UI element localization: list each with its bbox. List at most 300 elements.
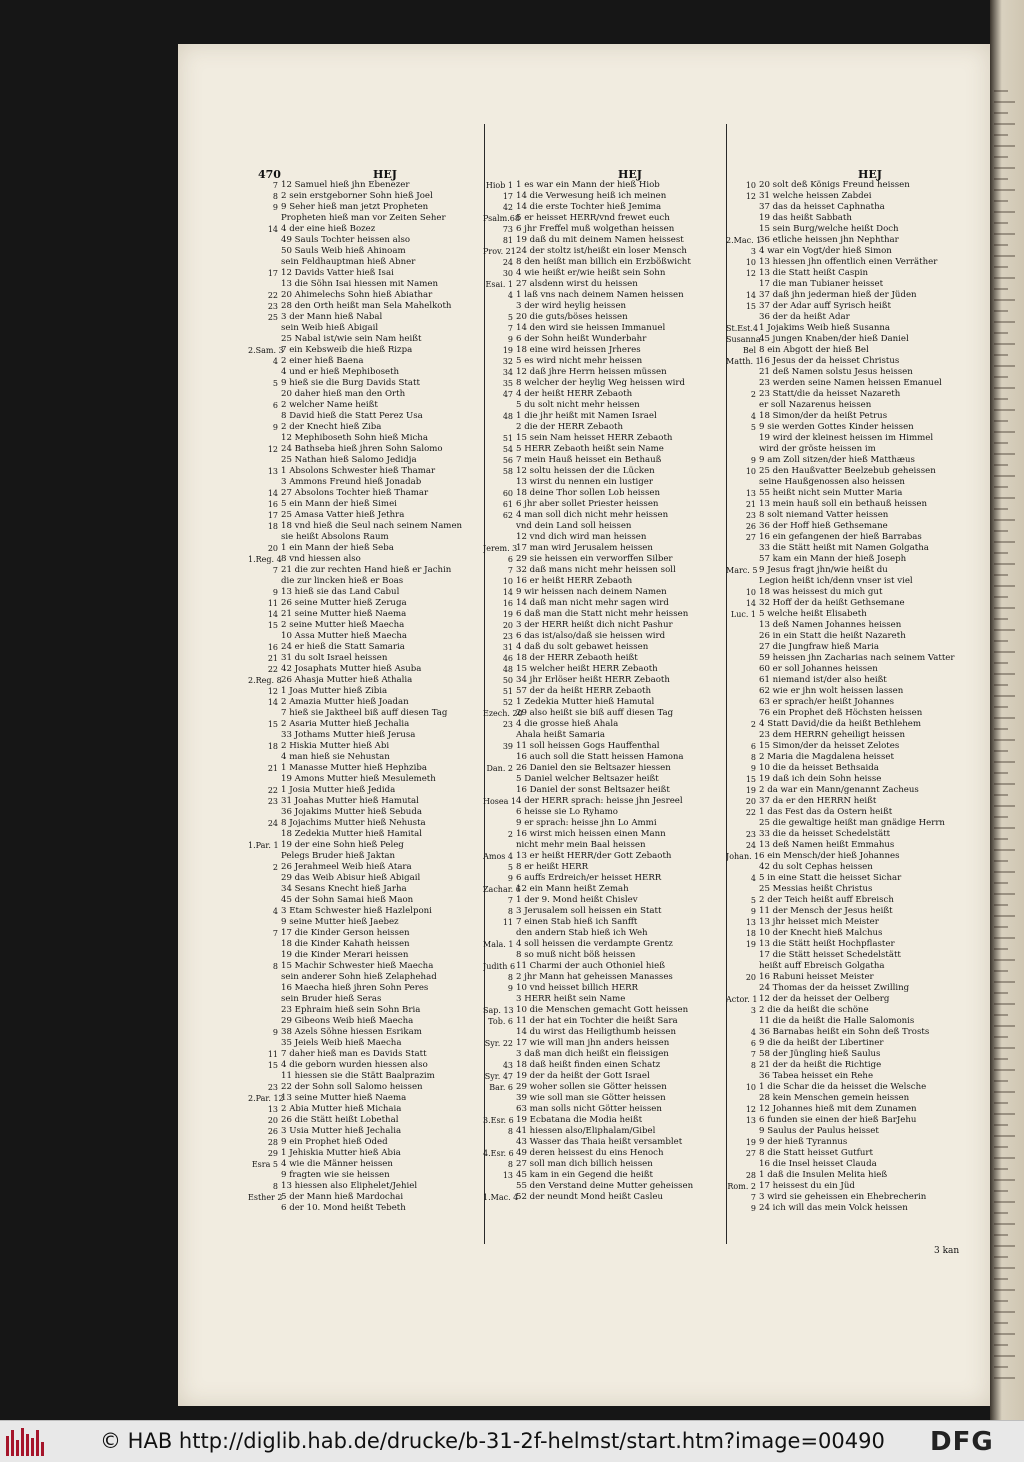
index-entry	[483, 378, 693, 389]
entry-reference: 46	[502, 654, 513, 663]
entry-reference: 51	[502, 687, 513, 696]
index-entry	[726, 1126, 955, 1137]
index-entry	[483, 290, 693, 301]
index-entry	[726, 202, 955, 213]
index-entry	[726, 180, 955, 191]
entry-text: 9 sie werden Gottes Kinder heissen	[759, 422, 914, 432]
index-entry	[248, 763, 462, 774]
entry-text: 17 heissest du ein Jüd	[759, 1181, 855, 1191]
index-entry	[726, 191, 955, 202]
entry-text: 12 der da heisset der Oelberg	[759, 994, 890, 1004]
entry-reference	[248, 1016, 281, 1027]
entry-text: 27 soll man dich billich heissen	[516, 1159, 653, 1169]
index-entry	[483, 191, 693, 202]
entry-text: 14 die Verwesung heiß ich meinen	[516, 191, 667, 201]
entry-text: 27 die Jungfraw hieß Maria	[759, 642, 879, 652]
entry-reference	[483, 1104, 516, 1115]
entry-reference: 7	[272, 181, 278, 190]
entry-reference	[248, 851, 281, 862]
entry-text: 21 seine Mutter hieß Naema	[281, 609, 407, 619]
index-entry	[726, 444, 955, 455]
entry-text: 3 wird sie geheissen ein Ehebrecherin	[759, 1192, 927, 1202]
entry-text: 23 dem HERRN geheiligt heissen	[759, 730, 906, 740]
entry-reference: 2	[750, 390, 756, 399]
index-entry	[248, 543, 462, 554]
entry-reference: 16	[267, 643, 278, 652]
entry-text: 12 vnd dich wird man heissen	[516, 532, 647, 542]
entry-reference: 12	[267, 687, 278, 696]
entry-reference	[248, 279, 281, 290]
index-entry	[483, 851, 693, 862]
entry-reference: 20	[267, 544, 278, 553]
entry-text: 26 Jerahmeel Weib hieß Atara	[281, 862, 412, 872]
entry-reference: 31	[502, 643, 513, 652]
entry-text: 12 Johannes hieß mit dem Zunamen	[759, 1104, 917, 1114]
entry-reference	[726, 1071, 759, 1082]
entry-text: 10 der Knecht hieß Malchus	[759, 928, 883, 938]
ghost-text-line	[994, 321, 1015, 323]
index-entry	[726, 1071, 955, 1082]
entry-text: 29 woher sollen sie Götter heissen	[516, 1082, 667, 1092]
entry-reference: 8	[507, 907, 513, 916]
index-entry	[483, 235, 693, 246]
entry-text: 55 den Verstand deine Mutter geheissen	[516, 1181, 694, 1191]
ghost-text-line	[994, 1223, 1015, 1225]
entry-reference	[726, 653, 759, 664]
index-entry	[483, 1115, 693, 1126]
entry-text: 9 fragten wie sie heissen	[281, 1170, 390, 1180]
entry-reference	[726, 1159, 759, 1170]
entry-text: 8 Jojachims Mutter hieß Nehusta	[281, 818, 426, 828]
entry-text: wird der gröste heissen im	[759, 444, 876, 454]
ghost-text-line	[994, 673, 1015, 675]
ghost-text-line	[994, 552, 1008, 554]
ghost-text-line	[994, 1322, 1008, 1324]
entry-reference: 23	[267, 1083, 278, 1092]
entry-text: 3 daß man dich heißt ein fleissigen	[516, 1049, 669, 1059]
logo-bar	[41, 1442, 44, 1456]
ghost-text-line	[994, 420, 1008, 422]
ghost-text-line	[994, 992, 1008, 994]
entry-text: 29 sie heissen ein verworffen Silber	[516, 554, 673, 564]
index-entry	[248, 840, 462, 851]
index-entry	[726, 807, 955, 818]
entry-text: 45 kam in ein Gegend die heißt	[516, 1170, 653, 1180]
entry-text: er soll Nazarenus heissen	[759, 400, 872, 410]
entry-text: 19 der eine Sohn hieß Peleg	[281, 840, 404, 850]
entry-reference: 16	[502, 599, 513, 608]
entry-reference: 6	[750, 742, 756, 751]
ghost-text-line	[994, 1179, 1015, 1181]
entry-text: 26 seine Mutter hieß Zeruga	[281, 598, 407, 608]
ghost-text-line	[994, 409, 1015, 411]
index-entry	[726, 356, 955, 367]
entry-text: 17 wie will man jhn anders heissen	[516, 1038, 670, 1048]
entry-text: 25 Nabal ist/wie sein Nam heißt	[281, 334, 422, 344]
index-entry	[483, 873, 693, 884]
entry-text: 34 Sesans Knecht hieß Jarha	[281, 884, 407, 894]
entry-text: 2 der Teich heißt auff Ebreisch	[759, 895, 894, 905]
ghost-text-line	[994, 926, 1008, 928]
index-entry	[483, 444, 693, 455]
index-entry	[248, 895, 462, 906]
entry-reference: 22	[267, 665, 278, 674]
entry-text: nicht mehr mein Baal heissen	[516, 840, 646, 850]
entry-reference	[483, 1093, 516, 1104]
ghost-text-line	[994, 1344, 1008, 1346]
entry-reference: 28	[267, 1138, 278, 1147]
entry-reference: 30	[502, 269, 513, 278]
index-entry	[483, 708, 693, 719]
entry-reference	[726, 862, 759, 873]
index-entry	[248, 323, 462, 334]
entry-text: 12 Mephiboseth Sohn hieß Micha	[281, 433, 428, 443]
entry-text: 19 wird der kleinest heissen im Himmel	[759, 433, 934, 443]
entry-text: 8 solt niemand Vatter heissen	[759, 510, 889, 520]
entry-reference	[726, 279, 759, 290]
entry-text: 49 deren heissest du eins Henoch	[516, 1148, 664, 1158]
ghost-text-line	[994, 1124, 1008, 1126]
entry-reference	[483, 1049, 516, 1060]
entry-reference	[726, 400, 759, 411]
entry-reference: 4	[750, 412, 756, 421]
index-entry	[726, 433, 955, 444]
entry-reference: 52	[502, 698, 513, 707]
ghost-text-line	[994, 1091, 1015, 1093]
index-entry	[248, 730, 462, 741]
index-entry	[726, 400, 955, 411]
entry-reference	[248, 939, 281, 950]
index-entry	[726, 686, 955, 697]
entry-text: 9 am Zoll sitzen/der hieß Matthæus	[759, 455, 915, 465]
ghost-text-line	[994, 1014, 1008, 1016]
entry-reference: 10	[745, 467, 756, 476]
copyright-url[interactable]: © HAB http://diglib.hab.de/drucke/b-31-2f-helmst/start.htm?image=00490	[100, 1429, 885, 1453]
entry-reference: 7	[272, 566, 278, 575]
entry-text: 61 niemand ist/der also heißt	[759, 675, 887, 685]
entry-reference	[726, 642, 759, 653]
ghost-text-line	[994, 805, 1015, 807]
entry-reference	[248, 708, 281, 719]
index-entry	[248, 290, 462, 301]
entry-text: 9 ein Prophet hieß Oded	[281, 1137, 388, 1147]
adjacent-page-edge	[990, 0, 1024, 1420]
entry-reference: 5	[750, 423, 756, 432]
index-entry	[726, 543, 955, 554]
entry-text: 1 der 9. Mond heißt Chislev	[516, 895, 638, 905]
entry-reference: 15	[745, 775, 756, 784]
ghost-text-line	[994, 871, 1015, 873]
index-entry	[248, 477, 462, 488]
entry-reference	[483, 950, 516, 961]
entry-reference	[726, 961, 759, 972]
ghost-text-line	[994, 255, 1015, 257]
entry-reference: 12	[745, 269, 756, 278]
index-entry	[483, 1049, 693, 1060]
entry-reference: 14	[267, 610, 278, 619]
entry-text: 28 den Orth heißt man Sela Mahelkoth	[281, 301, 452, 311]
entry-text: 27 Absolons Tochter hieß Thamar	[281, 488, 429, 498]
entry-reference	[726, 444, 759, 455]
entry-reference: 13	[267, 1105, 278, 1114]
index-entry	[726, 763, 955, 774]
entry-reference	[726, 543, 759, 554]
entry-text: 13 die Statt heißt Caspin	[759, 268, 869, 278]
entry-reference: Tob. 6	[488, 1017, 513, 1026]
index-entry	[483, 807, 693, 818]
entry-text: 19 Amons Mutter hieß Mesulemeth	[281, 774, 436, 784]
entry-text: 1 Absolons Schwester hieß Thamar	[281, 466, 436, 476]
ghost-text-line	[994, 442, 1008, 444]
entry-reference	[248, 829, 281, 840]
index-entry	[726, 620, 955, 631]
entry-text: 4 war ein Vogt/der hieß Simon	[759, 246, 892, 256]
index-entry	[726, 1027, 955, 1038]
index-entry	[483, 301, 693, 312]
ghost-text-line	[994, 1069, 1015, 1071]
entry-reference	[726, 554, 759, 565]
entry-reference: 51	[502, 434, 513, 443]
index-entry	[726, 862, 955, 873]
entry-reference: 25	[267, 313, 278, 322]
entry-text: sein Weib hieß Abigail	[281, 323, 379, 333]
index-entry	[248, 1005, 462, 1016]
index-entry	[483, 1082, 693, 1093]
entry-reference	[726, 708, 759, 719]
catchword: 3 kan	[934, 1246, 960, 1256]
index-entry	[483, 576, 693, 587]
index-entry	[726, 246, 955, 257]
entry-reference: 9	[272, 1028, 278, 1037]
entry-text: 1 Zedekia Mutter hieß Hamutal	[516, 697, 655, 707]
entry-reference: 18	[745, 929, 756, 938]
entry-text: die zur lincken hieß er Boas	[281, 576, 404, 586]
entry-text: 10 die Menschen gemacht Gott heissen	[516, 1005, 689, 1015]
index-entry	[483, 928, 693, 939]
logo-bar	[21, 1428, 24, 1456]
entry-reference	[248, 774, 281, 785]
entry-reference: 35	[502, 379, 513, 388]
entry-text: 1 laß vns nach deinem Namen heissen	[516, 290, 684, 300]
index-entry	[248, 1071, 462, 1082]
index-entry	[726, 730, 955, 741]
entry-reference	[726, 477, 759, 488]
entry-reference	[483, 807, 516, 818]
entry-reference: 4	[750, 1028, 756, 1037]
entry-reference	[248, 1038, 281, 1049]
entry-text: 29 Gibeons Weib hieß Maecha	[281, 1016, 414, 1026]
entry-reference	[726, 312, 759, 323]
index-entry	[726, 664, 955, 675]
index-entry	[483, 389, 693, 400]
entry-text: 34 jhr Erlöser heißt HERR Zebaoth	[516, 675, 670, 685]
entry-text: 4 der heißt HERR Zebaoth	[516, 389, 633, 399]
entry-text: 26 Ahasja Mutter hieß Athalia	[281, 675, 413, 685]
entry-reference: 23	[267, 797, 278, 806]
index-entry	[726, 1049, 955, 1060]
index-entry	[248, 620, 462, 631]
entry-reference	[726, 378, 759, 389]
entry-reference: Johan. 1	[726, 852, 760, 861]
entry-reference	[483, 477, 516, 488]
index-entry	[726, 499, 955, 510]
index-entry	[483, 741, 693, 752]
index-entry	[248, 1126, 462, 1137]
index-entry	[726, 697, 955, 708]
entry-text: 4 der eine hieß Bozez	[281, 224, 376, 234]
index-entry	[726, 906, 955, 917]
index-entry	[248, 675, 462, 686]
entry-reference: Prov. 21	[483, 247, 516, 256]
entry-text: 12 soltu heissen der die Lücken	[516, 466, 655, 476]
index-entry	[483, 323, 693, 334]
index-entry	[483, 1126, 693, 1137]
entry-reference: 14	[267, 225, 278, 234]
index-entry	[248, 334, 462, 345]
index-entry	[483, 213, 693, 224]
entry-text: Legion heißt ich/denn vnser ist viel	[759, 576, 913, 586]
index-entry	[248, 422, 462, 433]
entry-reference: 20	[745, 797, 756, 806]
index-entry	[248, 235, 462, 246]
entry-reference	[248, 1071, 281, 1082]
index-entry	[483, 686, 693, 697]
entry-text: 11 die da heißt die Halle Salomonis	[759, 1016, 915, 1026]
entry-text: 1 Jehiskia Mutter hieß Abia	[281, 1148, 401, 1158]
entry-reference	[248, 752, 281, 763]
entry-text: 2 welcher Name heißt	[281, 400, 378, 410]
entry-reference: 23	[502, 632, 513, 641]
entry-text: 6 das ist/also/daß sie heissen wird	[516, 631, 666, 641]
entry-reference: 7	[507, 896, 513, 905]
entry-reference: 5	[507, 313, 513, 322]
index-entry	[726, 268, 955, 279]
page-number: 470	[258, 168, 281, 181]
index-entry	[726, 1181, 955, 1192]
entry-text: 5 ein Mann der hieß Simei	[281, 499, 397, 509]
entry-text: 13 hiessen jhn offentlich einen Verräther	[759, 257, 938, 267]
index-entry	[483, 752, 693, 763]
ghost-text-line	[994, 233, 1015, 235]
index-entry	[248, 1038, 462, 1049]
hab-logo-icon[interactable]	[6, 1428, 46, 1456]
entry-text: 13 die Söhn Isai hiessen mit Namen	[281, 279, 439, 289]
entry-text: 18 daß heißt finden einen Schatz	[516, 1060, 661, 1070]
entry-text: 24 Thomas der da heisset Zwilling	[759, 983, 910, 993]
ghost-text-line	[994, 1366, 1008, 1368]
entry-reference: 14	[745, 599, 756, 608]
entry-text: 19 daß ich dein Sohn heisse	[759, 774, 882, 784]
index-entry	[726, 378, 955, 389]
entry-text: 36 Barnabas heißt ein Sohn deß Trosts	[759, 1027, 930, 1037]
ghost-text-line	[994, 145, 1015, 147]
ghost-text-line	[994, 937, 1015, 939]
entry-text: 8 vnd hiessen also	[281, 554, 361, 564]
entry-text: 32 Hoff der da heißt Gethsemane	[759, 598, 905, 608]
entry-text: 16 wirst mich heissen einen Mann	[516, 829, 666, 839]
entry-reference: 23	[502, 720, 513, 729]
index-entry	[483, 609, 693, 620]
entry-text: 57 kam ein Mann der hieß Joseph	[759, 554, 907, 564]
entry-reference: 4	[750, 874, 756, 883]
ghost-text-line	[994, 167, 1015, 169]
index-entry	[248, 818, 462, 829]
entry-text: 55 heißt nicht sein Mutter Maria	[759, 488, 903, 498]
entry-reference: Bel	[742, 346, 756, 355]
dfg-logo[interactable]: DFG	[930, 1427, 994, 1457]
entry-text: 33 die da heisset Schedelstätt	[759, 829, 891, 839]
index-entry	[248, 532, 462, 543]
entry-reference	[248, 950, 281, 961]
index-entry	[248, 224, 462, 235]
index-entry	[248, 598, 462, 609]
entry-reference: 8	[507, 1160, 513, 1169]
index-entry	[726, 1192, 955, 1203]
entry-text: 10 Assa Mutter hieß Maecha	[281, 631, 408, 641]
entry-text: 5 Daniel welcher Beltsazer heißt	[516, 774, 659, 784]
index-entry	[726, 653, 955, 664]
entry-text: 2 Maria die Magdalena heisset	[759, 752, 894, 762]
entry-text: 24 der stoltz ist/heißt ein loser Mensch	[516, 246, 687, 256]
index-entry	[248, 719, 462, 730]
entry-reference: 24	[267, 819, 278, 828]
entry-reference	[483, 818, 516, 829]
entry-reference: 48	[502, 665, 513, 674]
index-entry	[483, 202, 693, 213]
entry-reference	[726, 620, 759, 631]
ghost-text-line	[994, 90, 1008, 92]
entry-text: 4 die grosse hieß Ahala	[516, 719, 619, 729]
entry-reference: Bar. 6	[489, 1083, 513, 1092]
entry-text: 18 deine Thor sollen Lob heissen	[516, 488, 660, 498]
index-entry	[248, 1082, 462, 1093]
index-entry	[483, 631, 693, 642]
index-entry	[726, 785, 955, 796]
entry-reference: 81	[502, 236, 513, 245]
entry-reference: 2	[750, 720, 756, 729]
entry-reference: 50	[502, 676, 513, 685]
index-entry	[483, 796, 693, 807]
ghost-text-line	[994, 1157, 1015, 1159]
ghost-text-line	[994, 948, 1008, 950]
index-entry	[483, 1071, 693, 1082]
index-entry	[726, 1005, 955, 1016]
ghost-text-line	[994, 1212, 1008, 1214]
index-entry	[726, 312, 955, 323]
index-entry	[248, 851, 462, 862]
ghost-text-line	[994, 607, 1015, 609]
entry-text: 8 ein Abgott der hieß Bel	[759, 345, 869, 355]
logo-bar	[26, 1434, 29, 1456]
ghost-text-line	[994, 376, 1008, 378]
index-entry	[248, 488, 462, 499]
entry-reference: 3	[750, 247, 756, 256]
index-entry	[248, 664, 462, 675]
index-entry	[726, 1060, 955, 1071]
index-entry	[248, 444, 462, 455]
index-entry	[248, 1203, 462, 1214]
entry-reference: 15	[267, 621, 278, 630]
entry-text: 42 du solt Cephas heissen	[759, 862, 873, 872]
entry-text: 1 die Schar die da heisset die Welsche	[759, 1082, 927, 1092]
entry-text: 39 wie soll man sie Götter heissen	[516, 1093, 666, 1103]
entry-text: 5 in eine Statt die heisset Sichar	[759, 873, 902, 883]
index-entry	[726, 1082, 955, 1093]
ghost-text-line	[994, 189, 1015, 191]
entry-reference	[248, 235, 281, 246]
entry-text: 15 welcher heißt HERR Zebaoth	[516, 664, 658, 674]
index-entry	[248, 345, 462, 356]
